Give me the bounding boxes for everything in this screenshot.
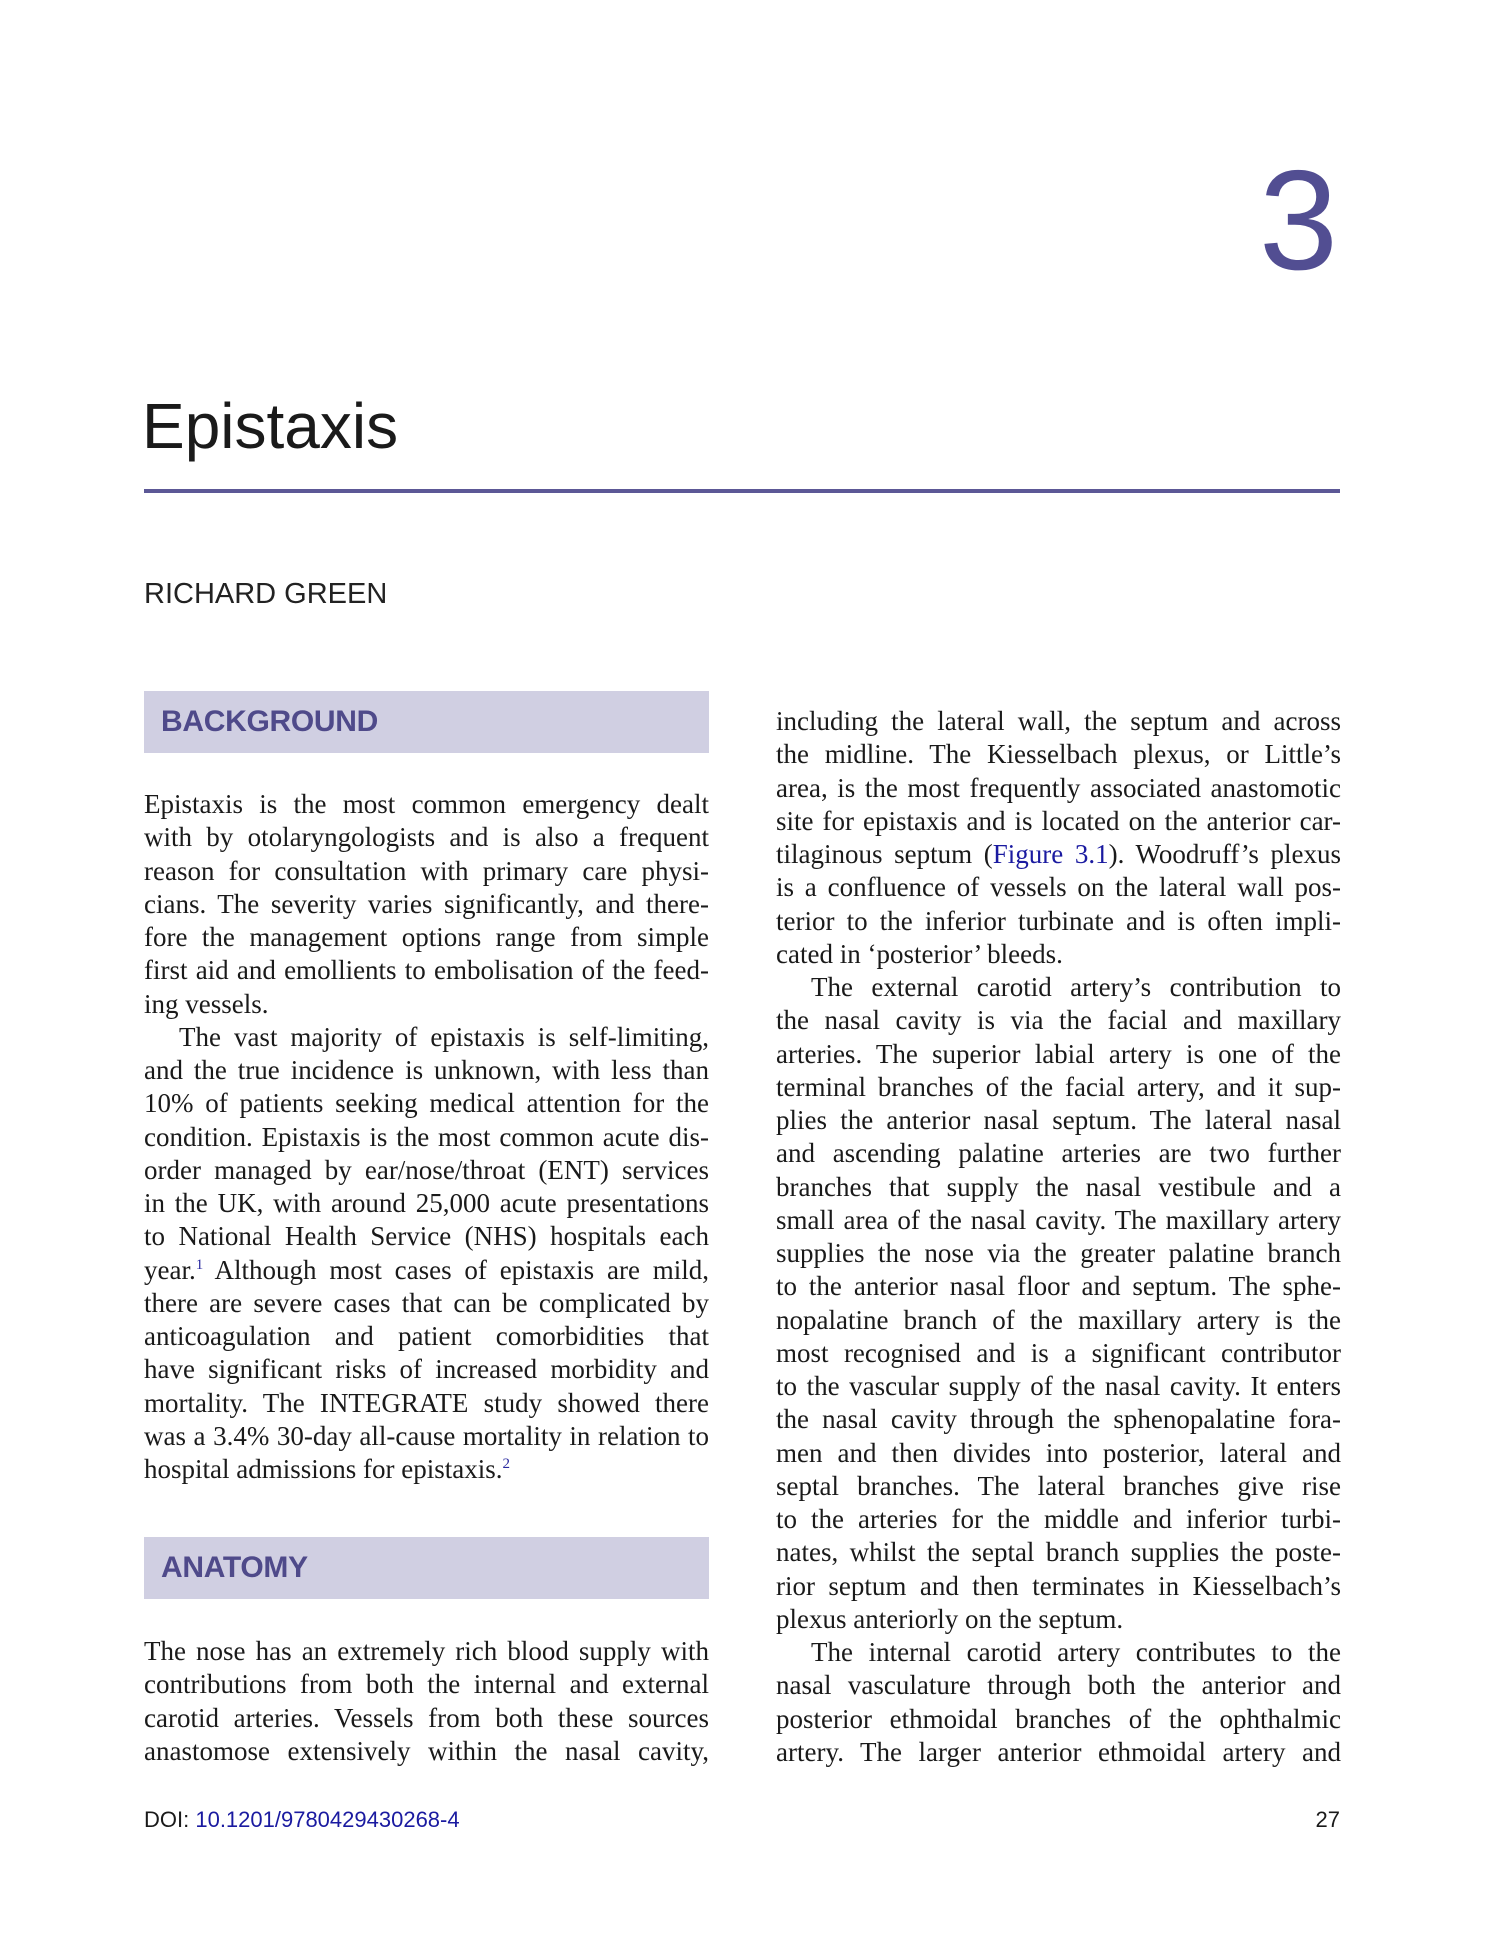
text-line: cated in ‘posterior’ bleeds. [776, 938, 1063, 969]
text-line: most recognised and is a significant contributor [776, 1337, 1341, 1368]
doi-label: DOI: [144, 1807, 196, 1832]
doi-link[interactable]: 10.1201/9780429430268-4 [195, 1807, 460, 1832]
section-heading-background [144, 691, 709, 753]
text-line: to the anterior nasal floor and septum. The sphe- [776, 1271, 1341, 1302]
text-line: the nasal cavity through the sphenopalatine fora- [776, 1404, 1341, 1435]
text-line: with by otolaryngologists and is also a frequent [144, 822, 709, 853]
text-line: Epistaxis is the most common emergency dealt [144, 789, 709, 819]
text-line: to the arteries for the middle and inferior turbi- [776, 1504, 1341, 1534]
text-line: reason for consultation with primary care physi- [144, 855, 709, 886]
text-segment: Although most cases of epistaxis are mild, [203, 1254, 709, 1285]
text-line: men and then divides into posterior, lateral and [776, 1437, 1341, 1468]
text-line: The nose has an extremely rich blood supply with [144, 1636, 709, 1666]
text-line: including the lateral wall, the septum and across [776, 706, 1341, 736]
text-line: and the true incidence is unknown, with less than [144, 1055, 709, 1085]
chapter-title: Epistaxis [142, 390, 399, 462]
footer-doi [144, 1806, 460, 1834]
section-heading-label: BACKGROUND [161, 705, 378, 738]
text-line: to the vascular supply of the nasal cavity. It enters [776, 1371, 1341, 1401]
body-text-anatomy [144, 1635, 709, 1768]
text-line: contributions from both the internal and external [144, 1669, 709, 1700]
text-line: posterior ethmoidal branches of the ophthalmic [776, 1703, 1341, 1734]
text-line: nopalatine branch of the maxillary artery is the [776, 1304, 1341, 1335]
text-line: artery. The larger anterior ethmoidal artery and [776, 1736, 1341, 1767]
chapter-number: 3 [1259, 141, 1338, 300]
text-line: have significant risks of increased morbidity and [144, 1354, 709, 1385]
text-line [144, 1453, 709, 1486]
text-line: fore the management options range from simple [144, 922, 709, 952]
text-line: The external carotid artery’s contribution to [811, 972, 1341, 1002]
text-line: mortality. The INTEGRATE study showed there [144, 1387, 709, 1418]
title-divider [144, 489, 1340, 493]
body-text-right-column [776, 705, 1341, 1769]
text-line: there are severe cases that can be complicated by [144, 1287, 709, 1318]
text-line: The vast majority of epistaxis is self-limiting, [179, 1021, 709, 1052]
text-line: in the UK, with around 25,000 acute presentations [144, 1188, 709, 1218]
text-line: The internal carotid artery contributes to the [811, 1637, 1341, 1667]
text-line: carotid arteries. Vessels from both these sources [144, 1702, 709, 1733]
footnote-reference[interactable]: 1 [195, 1256, 204, 1273]
text-line: was a 3.4% 30-day all-cause mortality in relation to [144, 1420, 709, 1451]
text-line: cians. The severity varies significantly, and there- [144, 888, 709, 919]
footnote-reference[interactable]: 2 [502, 1456, 510, 1472]
figure-link[interactable]: Figure 3.1 [992, 839, 1109, 869]
text-line: plies the anterior nasal septum. The lateral nasal [776, 1105, 1341, 1135]
text-line: anticoagulation and patient comorbidities that [144, 1321, 709, 1351]
text-segment: year. [144, 1254, 196, 1285]
text-line: to National Health Service (NHS) hospitals each [144, 1221, 709, 1252]
text-line: the nasal cavity is via the facial and maxillary [776, 1005, 1341, 1036]
text-line: nates, whilst the septal branch supplies the poste- [776, 1537, 1341, 1568]
text-segment: ). Woodruff’s plexus [1108, 839, 1341, 869]
text-line [144, 1254, 709, 1287]
text-line: first aid and emollients to embolisation of the feed- [144, 955, 709, 986]
text-line: terior to the inferior turbinate and is often impli- [776, 905, 1341, 936]
text-line: ing vessels. [144, 988, 269, 1019]
text-line: 10% of patients seeking medical attention for the [144, 1088, 709, 1119]
text-segment: tilaginous septum ( [776, 839, 993, 869]
text-line: area, is the most frequently associated anastomotic [776, 772, 1341, 803]
text-line: terminal branches of the facial artery, and it sup- [776, 1071, 1341, 1102]
text-line: site for epistaxis and is located on the anterior car- [776, 805, 1341, 836]
text-line: septal branches. The lateral branches give rise [776, 1470, 1341, 1501]
chapter-author: RICHARD GREEN [144, 578, 388, 610]
text-line: rior septum and then terminates in Kiesselbach’s [776, 1570, 1341, 1601]
text-segment: hospital admissions for epistaxis. [144, 1454, 503, 1484]
text-line [776, 838, 1341, 871]
section-heading-label: ANATOMY [161, 1551, 308, 1584]
text-line: supplies the nose via the greater palatine branch [776, 1238, 1341, 1268]
section-heading-anatomy [144, 1537, 709, 1599]
text-line: small area of the nasal cavity. The maxillary artery [776, 1204, 1341, 1235]
text-line: plexus anteriorly on the septum. [776, 1603, 1124, 1634]
text-line: nasal vasculature through both the anterior and [776, 1670, 1341, 1701]
page-number: 27 [1315, 1807, 1340, 1832]
text-line: and ascending palatine arteries are two further [776, 1138, 1341, 1169]
text-line: anastomose extensively within the nasal cavity, [144, 1735, 709, 1766]
text-line: arteries. The superior labial artery is one of the [776, 1038, 1341, 1069]
text-line: the midline. The Kiesselbach plexus, or Little’s [776, 739, 1341, 770]
text-line: condition. Epistaxis is the most common acute dis- [144, 1121, 709, 1152]
text-line: branches that supply the nasal vestibule and a [776, 1171, 1341, 1202]
text-line: order managed by ear/nose/throat (ENT) services [144, 1154, 709, 1185]
text-line: is a confluence of vessels on the lateral wall pos- [776, 872, 1341, 903]
body-text-background [144, 788, 709, 1486]
